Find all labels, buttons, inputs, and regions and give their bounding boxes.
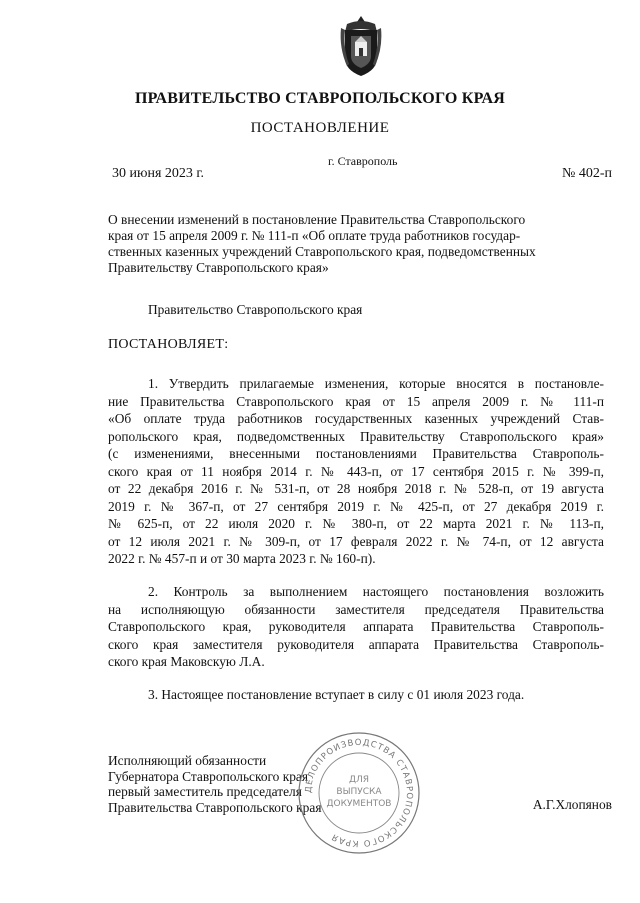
paragraph-line: 2022 г. № 457-п и от 30 марта 2023 г. № 160-п). xyxy=(108,551,376,566)
paragraph-line: от 22 декабря 2016 г. № 531-п, от 28 ноября 2018 г. № 528-п, от 19 августа xyxy=(108,481,604,496)
coat-of-arms-emblem xyxy=(339,14,383,78)
signatory-line: Исполняющий обязанности xyxy=(108,753,267,768)
document-subject xyxy=(108,212,604,276)
city-label: г. Ставрополь xyxy=(328,154,398,168)
paragraph-2 xyxy=(108,583,604,671)
paragraph-line: 1. Утвердить прилагаемые изменения, которые вносятся в постановле- xyxy=(148,376,604,391)
signatory-name: А.Г.Хлопянов xyxy=(532,797,612,812)
svg-text:ДЕЛОПРОИЗВОДСТВА СТАВРОПОЛЬСКО: ДЕЛОПРОИЗВОДСТВА СТАВРОПОЛЬСКОГО КРАЯ xyxy=(303,737,415,849)
svg-text:ВЫПУСКА: ВЫПУСКА xyxy=(336,787,382,797)
paragraph-line: на исполняющую обязанности заместителя председателя Правительства xyxy=(108,601,604,617)
paragraph-line: Ставропольского края, руководителя аппарата Правительства Ставрополь- xyxy=(108,619,604,634)
subject-line: Правительству Ставропольского края» xyxy=(108,260,329,275)
paragraph-line: от 12 июля 2021 г. № 309-п, от 17 февраля 2022 г. № 74-п, от 12 августа xyxy=(108,533,604,549)
paragraph-line: 3. Настоящее постановление вступает в силу с 01 июля 2023 года. xyxy=(148,687,525,702)
paragraph-line: (с изменениями, внесенными постановлениями Правительства Ставрополь- xyxy=(108,446,604,461)
government-title: ПРАВИТЕЛЬСТВО СТАВРОПОЛЬСКОГО КРАЯ xyxy=(134,90,506,107)
official-stamp xyxy=(296,730,422,856)
paragraph-line: 2. Контроль за выполнением настоящего постановления возложить xyxy=(148,584,604,599)
document-type: ПОСТАНОВЛЕНИЕ xyxy=(250,120,390,136)
paragraph-3 xyxy=(108,686,604,704)
subject-line: ственных казенных учреждений Ставропольского края, подведомственных xyxy=(108,244,536,259)
signatory-position xyxy=(108,753,321,815)
paragraph-line: ского края заместителя руководителя аппарата Правительства Ставрополь- xyxy=(108,636,604,652)
signatory-line: Губернатора Ставропольского края xyxy=(108,768,309,784)
subject-line: края от 15 апреля 2009 г. № 111-п «Об оплате труда работников государ- xyxy=(108,228,521,243)
paragraph-line: ского края Маковскую Л.А. xyxy=(108,654,265,669)
svg-text:ДОКУМЕНТОВ: ДОКУМЕНТОВ xyxy=(326,799,392,809)
document-number: № 402-п xyxy=(561,166,612,181)
paragraph-line: ского края от 11 ноября 2014 г. № 443-п, от 17 сентября 2015 г. № 399-п, xyxy=(108,463,604,479)
paragraph-1 xyxy=(108,375,604,568)
paragraph-line: ние Правительства Ставропольского края от 15 апреля 2009 г. № 111-п xyxy=(108,393,604,409)
signatory-line: Правительства Ставропольского края xyxy=(108,799,322,815)
signatory-line: первый заместитель председателя xyxy=(108,784,302,799)
paragraph-line: ропольского края, подведомственных Правительству Ставропольского края» xyxy=(108,428,604,444)
issuing-body: Правительство Ставропольского края xyxy=(148,302,363,317)
paragraph-line: № 625-п, от 22 июля 2020 г. № 380-п, от 22 марта 2021 г. № 113-п, xyxy=(108,516,604,531)
subject-line: О внесении изменений в постановление Правительства Ставропольского xyxy=(108,212,526,227)
paragraph-line: «Об оплате труда работников государственных казенных учреждений Став- xyxy=(108,411,604,426)
document-date: 30 июня 2023 г. xyxy=(112,166,205,181)
svg-text:ДЛЯ: ДЛЯ xyxy=(348,775,370,785)
resolves-heading: ПОСТАНОВЛЯЕТ: xyxy=(108,337,229,352)
paragraph-line: 2019 г. № 367-п, от 27 сентября 2019 г. № 425-п, от 27 декабря 2019 г. xyxy=(108,498,604,514)
